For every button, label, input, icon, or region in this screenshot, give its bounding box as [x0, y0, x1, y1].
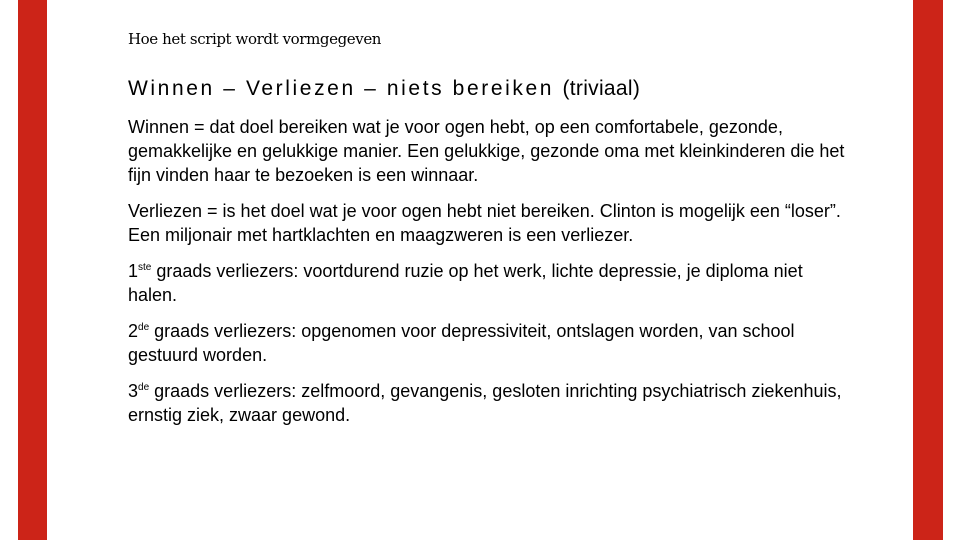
heading-main: Winnen – Verliezen – niets bereiken [128, 77, 555, 100]
paragraph-first-degree [128, 259, 848, 307]
paragraph-winnen: Winnen = dat doel bereiken wat je voor ogen hebt, op een comfortabele, gezonde, gemakkelijke en gelukkige manier. Een gelukkige, gezonde oma met kleinkinderen die het fijn vinden haar te bezoeken is een winnaar. [128, 117, 845, 185]
right-accent-bar [913, 0, 943, 540]
degree-number: 3 [128, 381, 139, 401]
paragraph-second-degree [128, 319, 848, 367]
heading-suffix: (triviaal) [562, 77, 641, 100]
degree-text: graads verliezers: opgenomen voor depressiviteit, ontslagen worden, van school gestuurd worden. [128, 321, 795, 365]
slide-heading [128, 77, 640, 101]
degree-number: 1 [128, 261, 139, 281]
degree-ordinal: de [138, 322, 150, 333]
paragraph-third-degree [128, 379, 848, 427]
paragraph-verliezen: Verliezen = is het doel wat je voor ogen hebt niet bereiken. Clinton is mogelijk een “loser”. Een miljonair met hartklachten en maagzweren is een verliezer. [128, 201, 841, 245]
degree-ordinal: de [138, 382, 150, 393]
degree-number: 2 [128, 321, 139, 341]
left-accent-bar [18, 0, 47, 540]
slide-title: Hoe het script wordt vormgegeven [128, 30, 382, 48]
degree-text: graads verliezers: voortdurend ruzie op het werk, lichte depressie, je diploma niet halen. [128, 261, 803, 305]
degree-ordinal: ste [138, 262, 152, 273]
degree-text: graads verliezers: zelfmoord, gevangenis, gesloten inrichting psychiatrisch ziekenhuis, ernstig ziek, zwaar gewond. [128, 381, 842, 425]
